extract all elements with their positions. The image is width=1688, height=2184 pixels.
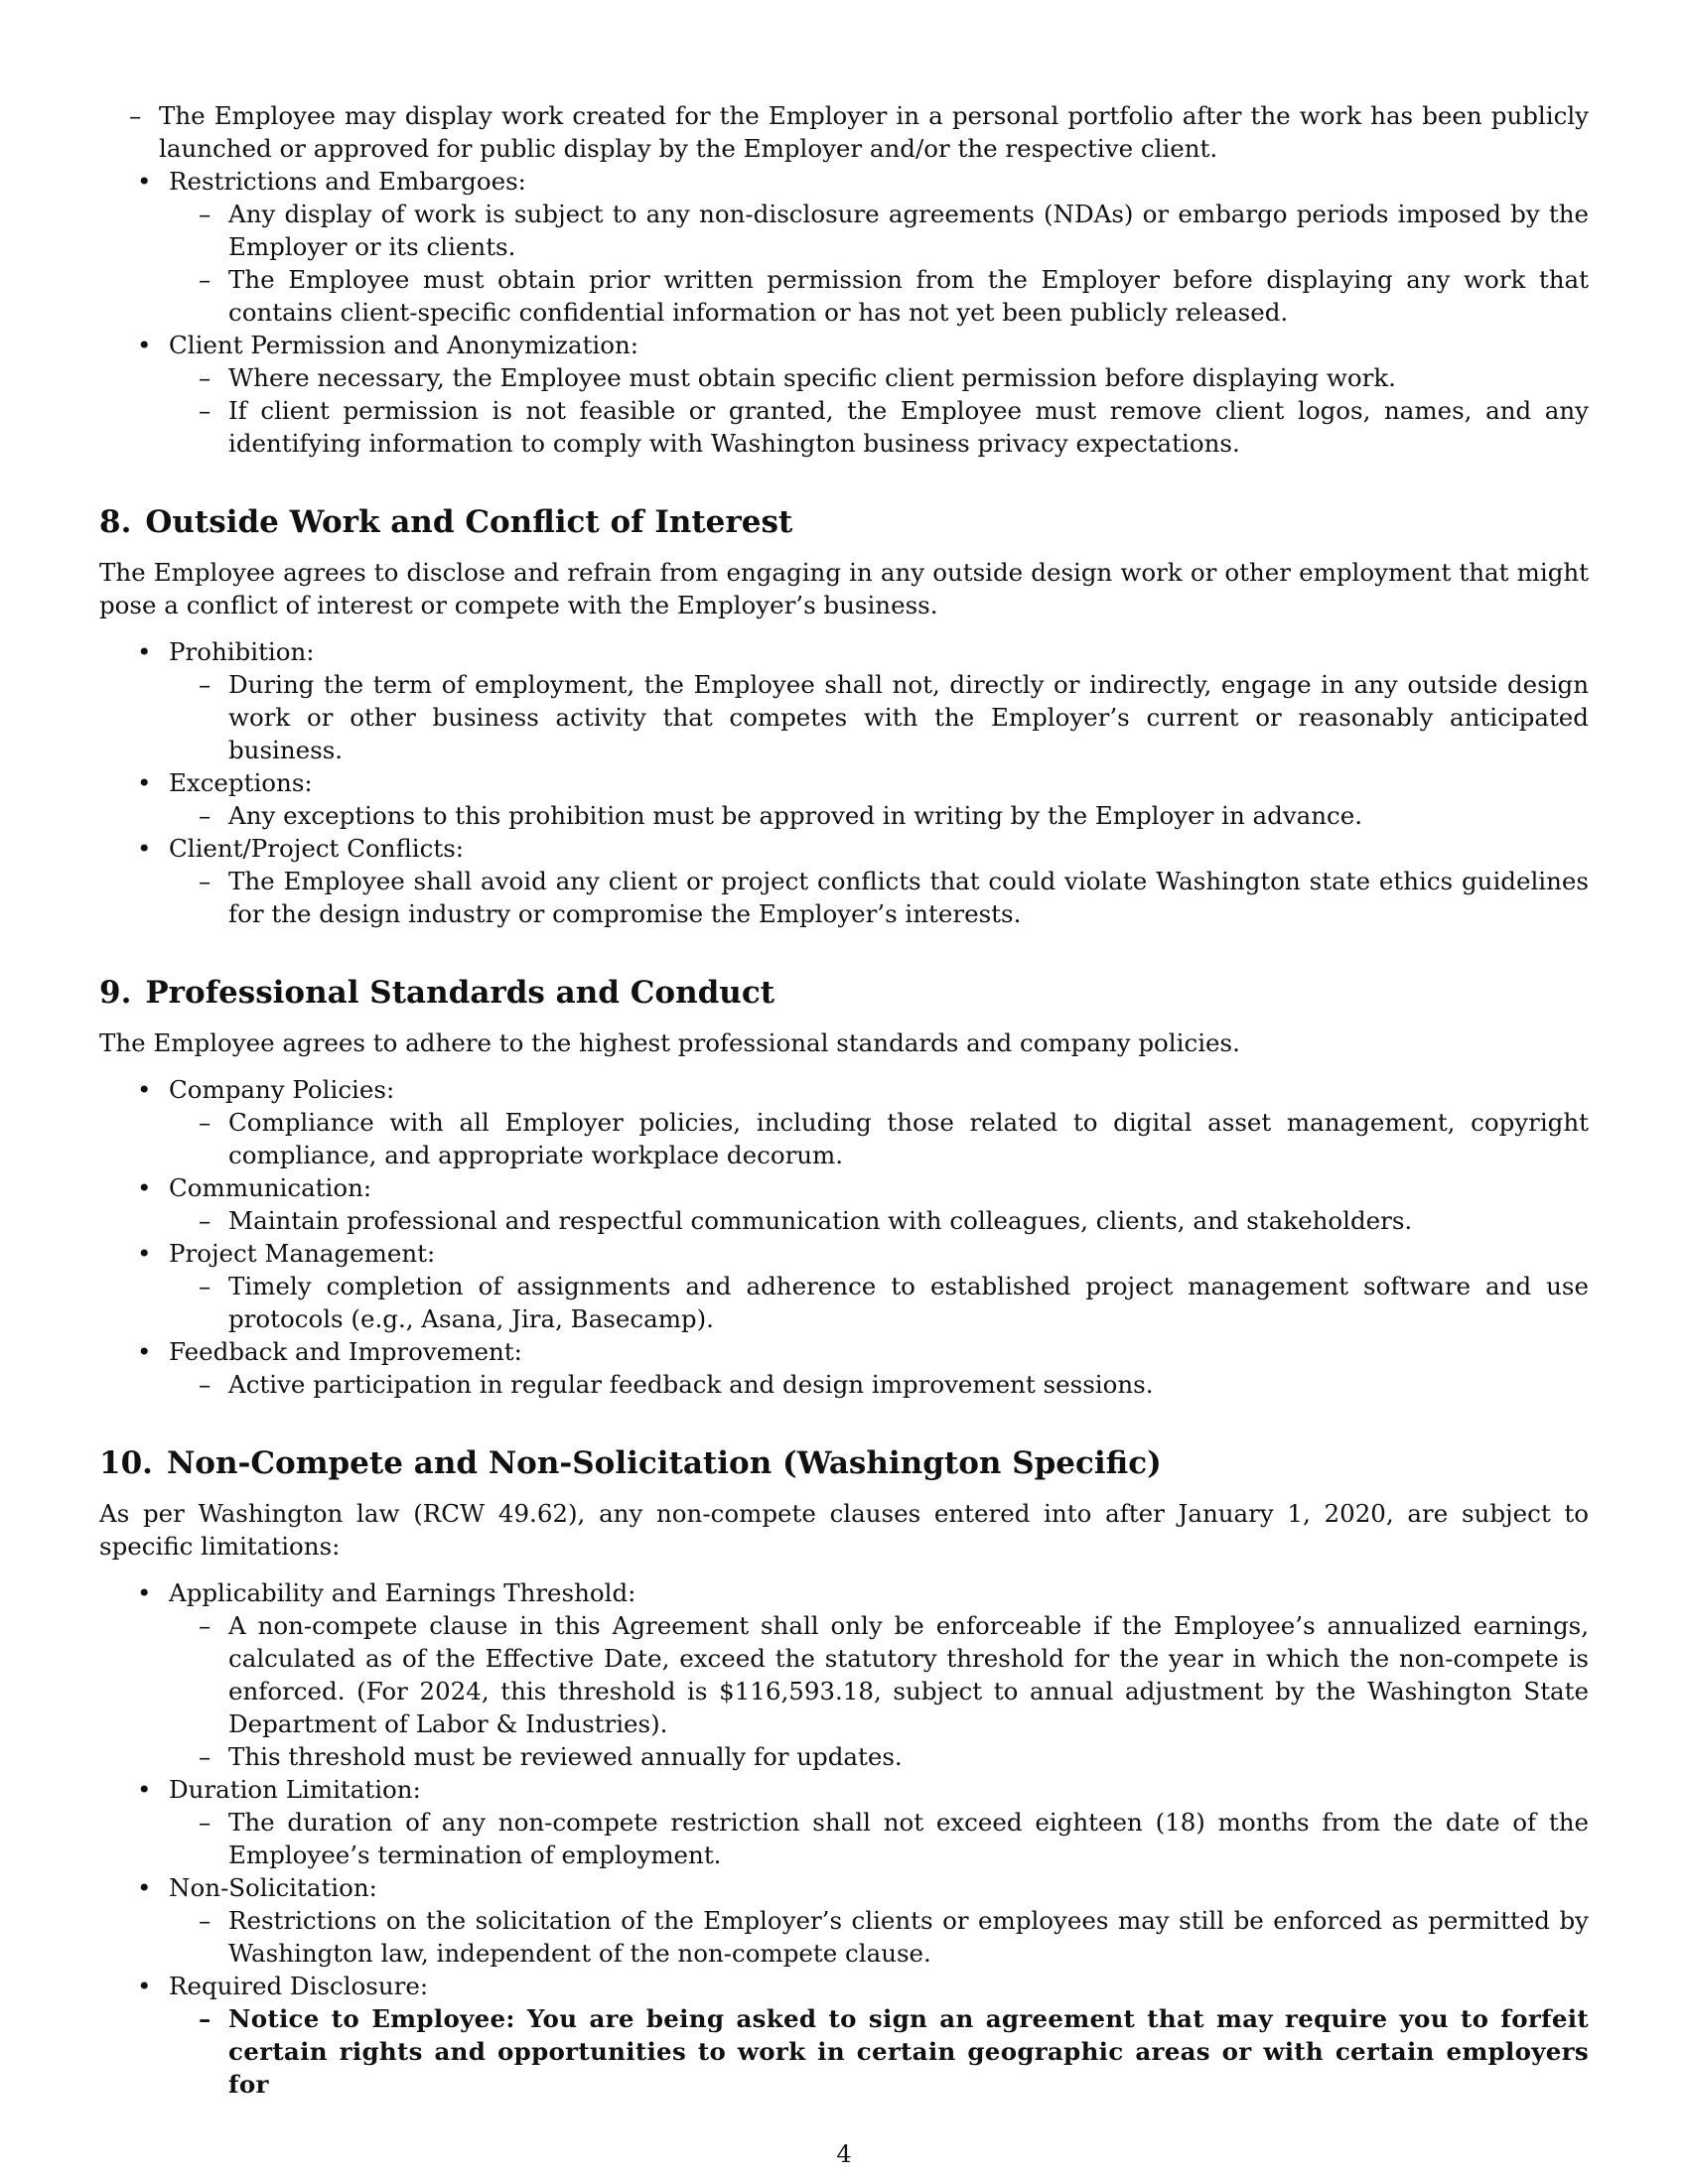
list-item-text: Any display of work is subject to any non-disclosure agreements (NDAs) or embargo periods imposed by the Employer or its clients. [228,200,1589,261]
dash-marker: – [199,867,211,895]
list-item [169,263,1589,329]
bullet-label: Company Policies: [169,1075,395,1104]
bullet-label: Communication: [169,1173,372,1202]
bullet-label: Non-Solicitation: [169,1873,377,1902]
list-item [169,799,1589,832]
bullet-marker: • [137,167,152,196]
sublist [169,799,1589,832]
list-item [169,361,1589,394]
bullet-item [99,329,1589,460]
dash-marker: – [199,1108,211,1137]
bullet-label: Applicability and Earnings Threshold: [169,1578,636,1607]
list-item-text: Restrictions on the solicitation of the Employer’s clients or employees may still be enforced as permitted by Washington law, independent of the non-compete clause. [228,1906,1589,1968]
dash-marker: – [199,1611,211,1640]
section-intro: As per Washington law (RCW 49.62), any non-compete clauses entered into after January 1, 2020, are subject to specific limitations: [99,1499,1589,1561]
section-heading-8 [99,502,1589,542]
dash-marker: – [199,670,211,699]
section-number: 10. [99,1445,153,1481]
list-item-text: The Employee shall avoid any client or project conflicts that could violate Washington state ethics guidelines for the design industry or compromise the Employer’s interests. [228,867,1589,928]
bullet-marker: • [137,1075,152,1104]
list-item [169,1806,1589,1871]
notice-to-employee-text: Notice to Employee: You are being asked to sign an agreement that may require you to forfeit certain rights and opportunities to work in certain geographic areas or with certain employers for [228,2004,1589,2099]
bullet-label: Prohibition: [169,637,315,666]
continued-sublist [99,99,1589,165]
bullet-item [99,1871,1589,1970]
list-item-text: Any exceptions to this prohibition must be approved in writing by the Employer in advance. [228,801,1363,830]
list-item [169,2002,1589,2101]
list-item [169,1740,1589,1773]
bullet-marker: • [137,768,152,797]
bullet-marker: • [137,1775,152,1804]
sublist [169,1806,1589,1871]
list-item-text: Maintain professional and respectful communication with colleagues, clients, and stakeholders. [228,1206,1413,1235]
section-heading-9 [99,973,1589,1013]
list-item [169,865,1589,930]
list-item-text: Timely completion of assignments and adherence to established project management software and use protocols (e.g., Asana, Jira, Basecamp). [228,1272,1589,1333]
bullet-item [99,165,1589,329]
list-item-text: Active participation in regular feedback and design improvement sessions. [228,1370,1154,1399]
bullet-item [99,1576,1589,1773]
dash-marker: – [199,1808,211,1837]
list-item [169,1904,1589,1970]
list-item-text: The Employee may display work created for the Employer in a personal portfolio after the work has been publicly launched or approved for public display by the Employer and/or the respective client. [159,101,1589,163]
sublist [169,198,1589,329]
list-item-text: This threshold must be reviewed annually for updates. [228,1742,903,1771]
bullet-marker: • [137,331,152,359]
dash-marker: – [199,200,211,228]
list-item-text: If client permission is not feasible or granted, the Employee must remove client logos, names, and any identifying information to comply with Washington business privacy expectations. [228,396,1589,458]
section-8-list [99,635,1589,930]
section-number: 9. [99,975,132,1011]
bullet-marker: • [137,1578,152,1607]
dash-marker: – [199,801,211,830]
dash-marker: – [199,1272,211,1300]
bullet-marker: • [137,834,152,863]
section-intro: The Employee agrees to disclose and refrain from engaging in any outside design work or other employment that might pose a conflict of interest or compete with the Employer’s business. [99,558,1589,619]
sublist [169,1106,1589,1171]
bullet-item [99,635,1589,766]
dash-marker: – [199,1370,211,1399]
list-item-text: During the term of employment, the Employee shall not, directly or indirectly, engage in any outside design work or other business activity that competes with the Employer’s current or reasonably anticipated business. [228,670,1589,764]
section-number: 8. [99,504,132,540]
bullet-marker: • [137,1239,152,1268]
sublist [169,1609,1589,1773]
list-item [169,1270,1589,1335]
bullet-marker: • [137,1337,152,1366]
bullet-marker: • [137,1173,152,1202]
bullet-item [99,832,1589,930]
sublist [169,1204,1589,1237]
dash-marker: – [199,363,211,392]
bullet-label: Feedback and Improvement: [169,1337,522,1366]
bullet-label: Restrictions and Embargoes: [169,167,526,196]
list-item [169,1368,1589,1401]
section-intro: The Employee agrees to adhere to the highest professional standards and company policies. [99,1028,1240,1057]
section-title: Non-Compete and Non-Solicitation (Washington Specific) [166,1445,1162,1481]
dash-marker: – [199,2004,211,2033]
section-10-list [99,1576,1589,2101]
list-item-text: Where necessary, the Employee must obtain specific client permission before displaying work. [228,363,1396,392]
bullet-label: Required Disclosure: [169,1972,429,2000]
dash-marker: – [199,1206,211,1235]
bullet-item [99,1237,1589,1335]
dash-marker: – [199,265,211,294]
sublist [169,2002,1589,2101]
dash-marker: – [199,1742,211,1771]
list-item [169,394,1589,460]
list-item [99,99,1589,165]
list-item [169,1204,1589,1237]
bullet-label: Exceptions: [169,768,313,797]
bullet-item [99,1073,1589,1171]
sublist [169,361,1589,460]
bullet-marker: • [137,1873,152,1902]
sublist [169,1270,1589,1335]
sublist [169,1904,1589,1970]
dash-marker: – [199,1906,211,1935]
sublist [169,1368,1589,1401]
bullet-label: Project Management: [169,1239,436,1268]
list-item [169,1106,1589,1171]
continued-bullet-list [99,165,1589,460]
list-item-text: The Employee must obtain prior written permission from the Employer before displaying any work that contains client-specific confidential information or has not yet been publicly released. [228,265,1589,327]
dash-marker: – [129,101,142,130]
sublist [169,865,1589,930]
page-number: 4 [836,2140,852,2168]
list-item-text: The duration of any non-compete restriction shall not exceed eighteen (18) months from the date of the Employee’s termination of employment. [228,1808,1589,1869]
bullet-marker: • [137,637,152,666]
list-item [169,198,1589,263]
sublist [169,668,1589,766]
bullet-marker: • [137,1972,152,2000]
bullet-label: Client/Project Conflicts: [169,834,465,863]
bullet-item [99,1335,1589,1401]
list-item-text: Compliance with all Employer policies, including those related to digital asset management, copyright compliance, and appropriate workplace decorum. [228,1108,1589,1169]
bullet-item [99,766,1589,832]
bullet-item [99,1773,1589,1871]
section-title: Professional Standards and Conduct [145,975,775,1011]
bullet-item [99,1970,1589,2101]
bullet-item [99,1171,1589,1237]
dash-marker: – [199,396,211,425]
list-item [169,1609,1589,1740]
document-page [99,99,1589,2101]
section-heading-10 [99,1443,1589,1483]
bullet-label: Duration Limitation: [169,1775,421,1804]
list-item-text: A non-compete clause in this Agreement shall only be enforceable if the Employee’s annualized earnings, calculated as of the Effective Date, exceed the statutory threshold for the year in which the non-compete is enforced. (For 2024, this threshold is $116,593.18, subject to annual adjustment by the Washington State Department of Labor & Industries). [228,1611,1589,1738]
section-title: Outside Work and Conflict of Interest [145,504,793,540]
bullet-label: Client Permission and Anonymization: [169,331,639,359]
list-item [169,668,1589,766]
section-9-list [99,1073,1589,1401]
